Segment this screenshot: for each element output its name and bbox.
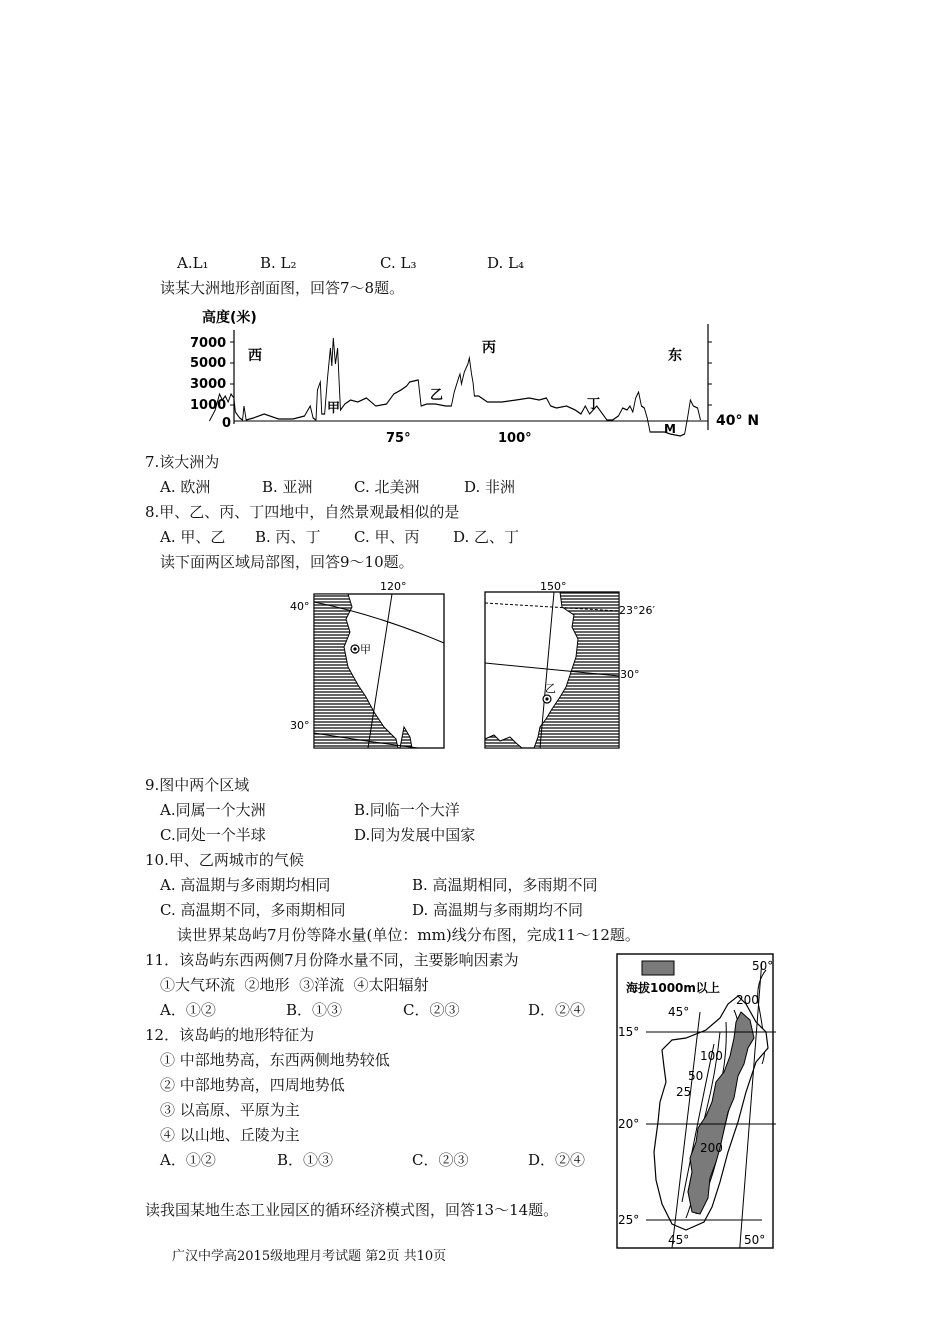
island-lon-50-top: 50° [752, 959, 774, 973]
q10-stem: 10.甲、乙两城市的气候 [145, 851, 304, 869]
q12-item-2: ② 中部地势高，四周地势低 [160, 1076, 345, 1094]
isoline-200-north: 200 [736, 993, 759, 1007]
q12-item-3: ③ 以高原、平原为主 [160, 1101, 300, 1119]
q8-option-c: C. 甲、丙 [354, 528, 420, 546]
q6-option-c: C. L₃ [380, 254, 417, 272]
q6-option-d: D. L₄ [487, 254, 525, 272]
terrain-profile [190, 302, 770, 452]
profile-ytick-1000: 1000 [190, 398, 227, 413]
island-legend: 海拔1000m以上 [626, 981, 720, 995]
isoline-50: 50 [688, 1069, 704, 1083]
intro-13-14: 读我国某地生态工业园区的循环经济模式图，回答13～14题。 [145, 1201, 559, 1219]
q6-option-a: A.L₁ [177, 254, 209, 272]
q11-option-c: C．②③ [403, 1001, 460, 1019]
map-right-lat: 30° [620, 668, 640, 681]
q12-item-4: ④ 以山地、丘陵为主 [160, 1126, 300, 1144]
map-left-city: 甲 [360, 643, 371, 656]
q8-stem: 8.甲、乙、丙、丁四地中，自然景观最相似的是 [145, 503, 460, 521]
q10-option-b: B. 高温期相同，多雨期不同 [412, 876, 598, 894]
island-lat-25: 25° [618, 1213, 640, 1227]
profile-bing: 丙 [482, 340, 496, 356]
profile-xtick-75: 75° [386, 431, 411, 446]
isoline-25: 25 [676, 1085, 692, 1099]
legend-swatch [642, 961, 674, 975]
q11-option-d: D．②④ [528, 1001, 586, 1019]
q8-option-a: A. 甲、乙 [160, 528, 226, 546]
map-left [288, 577, 448, 752]
profile-xtick-100: 100° [498, 431, 532, 446]
map-left-lon: 120° [380, 580, 407, 593]
q8-option-d: D. 乙、丁 [453, 528, 520, 546]
island-lon-50-bottom: 50° [744, 1233, 766, 1247]
island-lat-15: 15° [618, 1025, 640, 1039]
map-right-tropic: 23°26′ [619, 604, 655, 617]
map-right-lon: 150° [540, 580, 567, 593]
q7-option-d: D. 非洲 [464, 478, 516, 496]
q9-option-b: B.同临一个大洋 [354, 801, 460, 819]
profile-ytick-5000: 5000 [190, 356, 227, 371]
profile-west: 西 [248, 348, 262, 364]
intro-11-12: 读世界某岛屿7月份等降水量(单位：mm)线分布图，完成11～12题。 [177, 926, 640, 944]
profile-ytick-7000: 7000 [190, 336, 227, 351]
profile-m: M [664, 422, 676, 436]
q11-option-b: B．①③ [286, 1001, 343, 1019]
profile-ding: 丁 [587, 397, 601, 412]
island-lon-45-top: 45° [668, 1005, 690, 1019]
q9-option-a: A.同属一个大洲 [160, 801, 266, 819]
q9-stem: 9.图中两个区域 [145, 776, 250, 794]
profile-jia: 甲 [327, 401, 341, 416]
intro-9-10: 读下面两区域局部图，回答9～10题。 [160, 553, 414, 571]
q12-option-a: A．①② [160, 1151, 216, 1169]
q12-option-d: D．②④ [528, 1151, 586, 1169]
q8-option-b: B. 丙、丁 [255, 528, 321, 546]
profile-yi: 乙 [430, 388, 444, 403]
island-map [616, 952, 776, 1250]
q12-item-1: ① 中部地势高，东西两侧地势较低 [160, 1051, 390, 1069]
island-lon-45-bottom: 45° [668, 1233, 690, 1247]
q9-option-c: C.同处一个半球 [160, 826, 266, 844]
q7-option-a: A. 欧洲 [160, 478, 211, 496]
q7-option-c: C. 北美洲 [354, 478, 420, 496]
q10-option-c: C. 高温期不同，多雨期相同 [160, 901, 346, 919]
profile-east: 东 [668, 348, 682, 364]
q7-option-b: B. 亚洲 [262, 478, 313, 496]
q9-option-d: D.同为发展中国家 [354, 826, 476, 844]
q12-option-b: B．①③ [277, 1151, 334, 1169]
map-right-city: 乙 [545, 682, 556, 695]
intro-7-8: 读某大洲地形剖面图，回答7～8题。 [160, 279, 405, 297]
q6-option-b: B. L₂ [260, 254, 297, 272]
q11-factors: ①大气环流 ②地形 ③洋流 ④太阳辐射 [160, 976, 429, 994]
profile-ytick-3000: 3000 [190, 377, 227, 392]
profile-ytick-0: 0 [222, 416, 232, 431]
page-footer: 广汉中学高2015级地理月考试题 第2页 共10页 [172, 1249, 447, 1264]
q10-option-a: A. 高温期与多雨期均相同 [160, 876, 331, 894]
isoline-200-south: 200 [700, 1141, 723, 1155]
q11-option-a: A．①② [160, 1001, 216, 1019]
q12-option-c: C．②③ [412, 1151, 469, 1169]
map-left-lat-bottom: 30° [290, 719, 310, 732]
q12-stem: 12．该岛屿的地形特征为 [145, 1026, 315, 1044]
profile-lat: 40° N [716, 413, 760, 429]
map-right [482, 577, 655, 752]
island-lat-20: 20° [618, 1117, 640, 1131]
q11-stem: 11．该岛屿东西两侧7月份降水量不同，主要影响因素为 [145, 951, 519, 969]
q7-stem: 7.该大洲为 [145, 453, 220, 471]
map-left-lat-top: 40° [290, 600, 310, 613]
profile-ylabel: 高度(米) [202, 310, 257, 326]
isoline-100: 100 [700, 1049, 723, 1063]
q10-option-d: D. 高温期与多雨期均不同 [412, 901, 584, 919]
